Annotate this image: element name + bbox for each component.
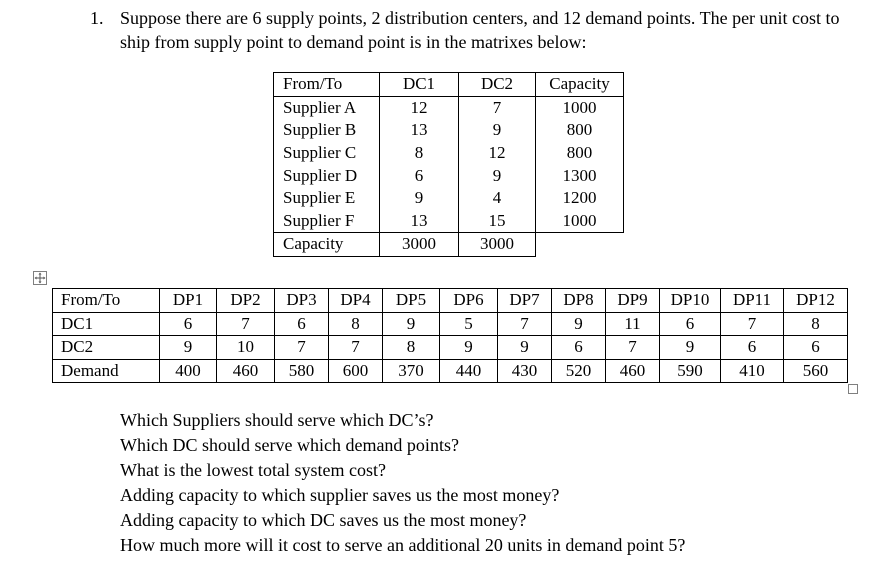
table-cell: DC1 [53,312,160,336]
question-item: Adding capacity to which DC saves us the most money? [120,510,527,530]
header-cell: DP7 [498,289,552,313]
table-cell: Supplier C [274,142,380,165]
table-cell: 7 [275,336,329,360]
table-cell: 1300 [536,164,624,187]
question-item: Which DC should serve which demand points? [120,435,459,455]
table-cell: 9 [440,336,498,360]
supplier-row [274,119,624,142]
table-cell: 9 [498,336,552,360]
table-cell: 370 [383,359,440,383]
table-cell: 3000 [459,233,536,257]
table-cell: 4 [459,187,536,210]
header-cell: Capacity [536,73,624,97]
header-cell: From/To [274,73,380,97]
problem-statement: Suppose there are 6 supply points, 2 distribution centers, and 12 demand points. The per unit cost to ship from supply point to demand point is in the matrixes below: [120,8,840,52]
table-cell: 9 [160,336,217,360]
header-cell: DP12 [784,289,848,313]
table-cell: 8 [784,312,848,336]
table-cell: Supplier B [274,119,380,142]
header-cell: From/To [53,289,160,313]
table-cell: 800 [536,119,624,142]
table-cell: Supplier A [274,96,380,119]
table-cell: 6 [660,312,721,336]
table-cell: 460 [217,359,275,383]
table-cell: 6 [552,336,606,360]
table-cell: 800 [536,142,624,165]
table-cell: Supplier F [274,210,380,233]
table-cell: 6 [380,164,459,187]
supplier-cost-table [273,72,624,257]
header-cell: DP6 [440,289,498,313]
table-cell: 8 [329,312,383,336]
header-cell: DP11 [721,289,784,313]
table-cell: 400 [160,359,217,383]
table-resize-handle-icon[interactable] [848,384,858,394]
table-cell: 9 [552,312,606,336]
table-cell: 460 [606,359,660,383]
table-cell: 6 [721,336,784,360]
table-cell: 1200 [536,187,624,210]
header-cell: DP10 [660,289,721,313]
table-cell: 13 [380,119,459,142]
table-cell: 1000 [536,210,624,233]
demand-row [53,359,848,383]
supplier-row [274,96,624,119]
supplier-row [274,210,624,233]
table-cell: 1000 [536,96,624,119]
dc-demand-cost-table [52,288,848,383]
supplier-row [274,142,624,165]
table-cell: 8 [383,336,440,360]
table-cell: DC2 [53,336,160,360]
dc-capacity-row [274,233,624,257]
table-cell: Demand [53,359,160,383]
empty-cell [536,233,624,257]
supplier-row [274,164,624,187]
table-cell: 9 [459,164,536,187]
header-cell: DP9 [606,289,660,313]
question-list [120,408,685,558]
header-cell: DP5 [383,289,440,313]
table-cell: 12 [380,96,459,119]
table-cell: 9 [459,119,536,142]
header-cell: DC1 [380,73,459,97]
table-cell: 7 [459,96,536,119]
table-cell: 7 [217,312,275,336]
table-cell: 6 [784,336,848,360]
table-cell: 7 [329,336,383,360]
header-cell: DP4 [329,289,383,313]
table-cell: 6 [275,312,329,336]
table-cell: 580 [275,359,329,383]
header-cell: DP2 [217,289,275,313]
table-cell: 590 [660,359,721,383]
table-cell: 7 [498,312,552,336]
dc2-cost-row [53,336,848,360]
table-cell: 440 [440,359,498,383]
table-cell: Capacity [274,233,380,257]
table-cell: 12 [459,142,536,165]
table-cell: 10 [217,336,275,360]
supplier-row [274,187,624,210]
header-cell: DP8 [552,289,606,313]
table-cell: Supplier D [274,164,380,187]
question-item: What is the lowest total system cost? [120,460,386,480]
problem-number: 1. [90,8,104,28]
table-cell: 9 [380,187,459,210]
table-cell: 520 [552,359,606,383]
table-cell: 9 [383,312,440,336]
table-cell: 8 [380,142,459,165]
table-cell: 5 [440,312,498,336]
table-cell: 560 [784,359,848,383]
supplier-table-header-row [274,73,624,97]
move-arrows-icon [34,272,46,284]
table-cell: Supplier E [274,187,380,210]
question-item: Adding capacity to which supplier saves us the most money? [120,485,560,505]
table-move-handle-icon[interactable] [33,271,47,285]
table-cell: 6 [160,312,217,336]
table-cell: 7 [606,336,660,360]
table-cell: 15 [459,210,536,233]
table-cell: 410 [721,359,784,383]
table-cell: 7 [721,312,784,336]
table-cell: 430 [498,359,552,383]
table-cell: 11 [606,312,660,336]
header-cell: DP3 [275,289,329,313]
question-item: Which Suppliers should serve which DC’s? [120,410,434,430]
header-cell: DC2 [459,73,536,97]
header-cell: DP1 [160,289,217,313]
table-cell: 13 [380,210,459,233]
table-cell: 9 [660,336,721,360]
question-item: How much more will it cost to serve an additional 20 units in demand point 5? [120,535,686,555]
demand-table-header-row [53,289,848,313]
table-cell: 600 [329,359,383,383]
dc1-cost-row [53,312,848,336]
table-cell: 3000 [380,233,459,257]
